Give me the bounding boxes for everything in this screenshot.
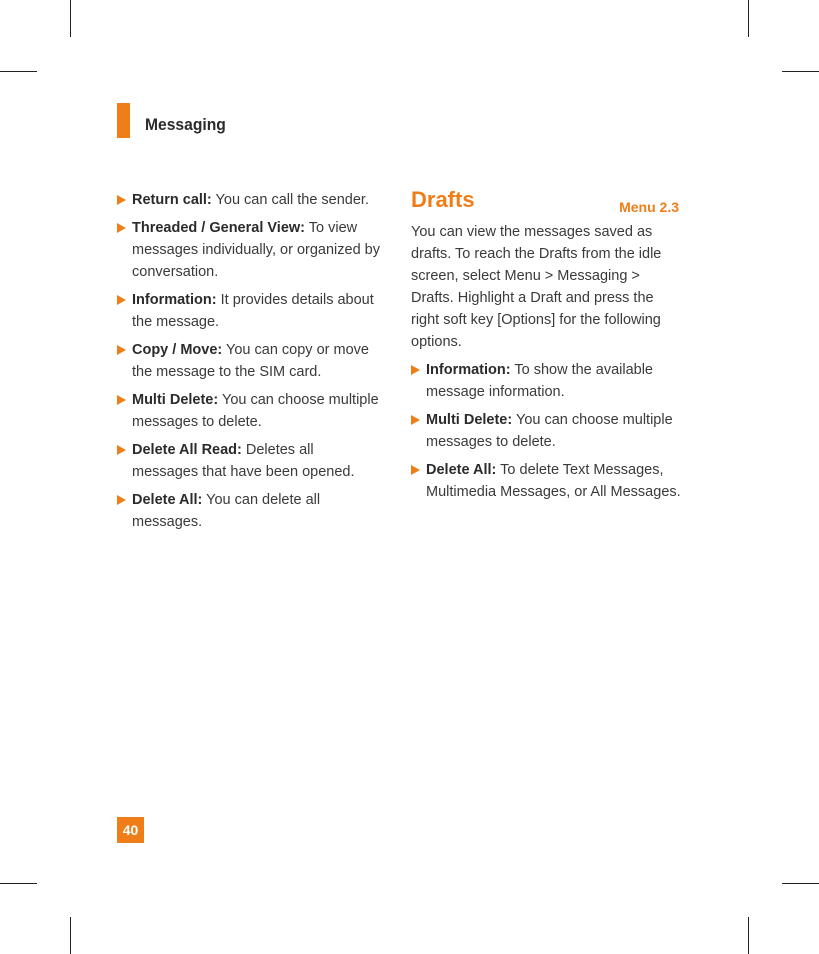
bullet-text: Deletes all messages that have been opened. xyxy=(132,442,355,480)
bullet-item xyxy=(117,217,382,283)
bullet-item xyxy=(411,409,683,453)
bullet-arrow-icon xyxy=(411,415,420,425)
crop-mark xyxy=(0,71,37,72)
bullet-term: Information: xyxy=(426,362,511,378)
bullet-text: It provides details about the message. xyxy=(132,292,374,330)
bullet-arrow-icon xyxy=(411,465,420,475)
drafts-title: Drafts xyxy=(411,187,475,212)
bullet-text: To view messages individually, or organized by conversation. xyxy=(132,220,380,280)
bullet-term: Delete All Read: xyxy=(132,442,242,458)
menu-number: Menu 2.3 xyxy=(619,199,679,215)
bullet-item xyxy=(117,489,382,533)
bullet-term: Return call: xyxy=(132,192,212,208)
bullet-item xyxy=(117,289,382,333)
right-column xyxy=(411,189,683,509)
crop-mark xyxy=(70,0,71,37)
crop-mark xyxy=(0,883,37,884)
bullet-text: You can choose multiple messages to delete. xyxy=(132,392,379,430)
bullet-arrow-icon xyxy=(117,395,126,405)
section-tab xyxy=(117,103,130,138)
bullet-item xyxy=(411,459,683,503)
crop-mark xyxy=(748,0,749,37)
crop-mark xyxy=(70,917,71,954)
bullet-term: Multi Delete: xyxy=(132,392,219,408)
bullet-item xyxy=(117,439,382,483)
drafts-heading xyxy=(411,189,683,219)
bullet-text: To delete Text Messages, Multimedia Messages, or All Messages. xyxy=(426,462,681,500)
section-title: Messaging xyxy=(145,115,226,134)
bullet-item xyxy=(411,359,683,403)
bullet-text: To show the available message information. xyxy=(426,362,654,400)
crop-mark xyxy=(782,883,819,884)
bullet-arrow-icon xyxy=(411,365,420,375)
bullet-term: Multi Delete: xyxy=(426,412,513,428)
bullet-text: You can delete all messages. xyxy=(132,492,321,530)
bullet-arrow-icon xyxy=(117,295,126,305)
bullet-term: Delete All: xyxy=(132,492,203,508)
bullet-text: You can copy or move the message to the SIM card. xyxy=(132,342,369,380)
bullet-arrow-icon xyxy=(117,345,126,355)
bullet-term: Copy / Move: xyxy=(132,342,223,358)
crop-mark xyxy=(748,917,749,954)
drafts-intro: You can view the messages saved as drafts. To reach the Drafts from the idle screen, select Menu > Messaging > Drafts. Highlight a Draft and press the right soft key [Options] for the following options. xyxy=(411,224,662,350)
bullet-term: Threaded / General View: xyxy=(132,220,305,236)
bullet-term: Delete All: xyxy=(426,462,497,478)
bullet-text: You can choose multiple messages to delete. xyxy=(426,412,673,450)
bullet-arrow-icon xyxy=(117,195,126,205)
bullet-item xyxy=(117,389,382,433)
crop-mark xyxy=(782,71,819,72)
bullet-item xyxy=(117,339,382,383)
bullet-arrow-icon xyxy=(117,495,126,505)
bullet-term: Information: xyxy=(132,292,217,308)
page-number-badge: 40 xyxy=(117,817,144,843)
bullet-item xyxy=(117,189,382,211)
bullet-arrow-icon xyxy=(117,223,126,233)
left-column xyxy=(117,189,382,539)
bullet-text: You can call the sender. xyxy=(215,192,369,208)
bullet-arrow-icon xyxy=(117,445,126,455)
